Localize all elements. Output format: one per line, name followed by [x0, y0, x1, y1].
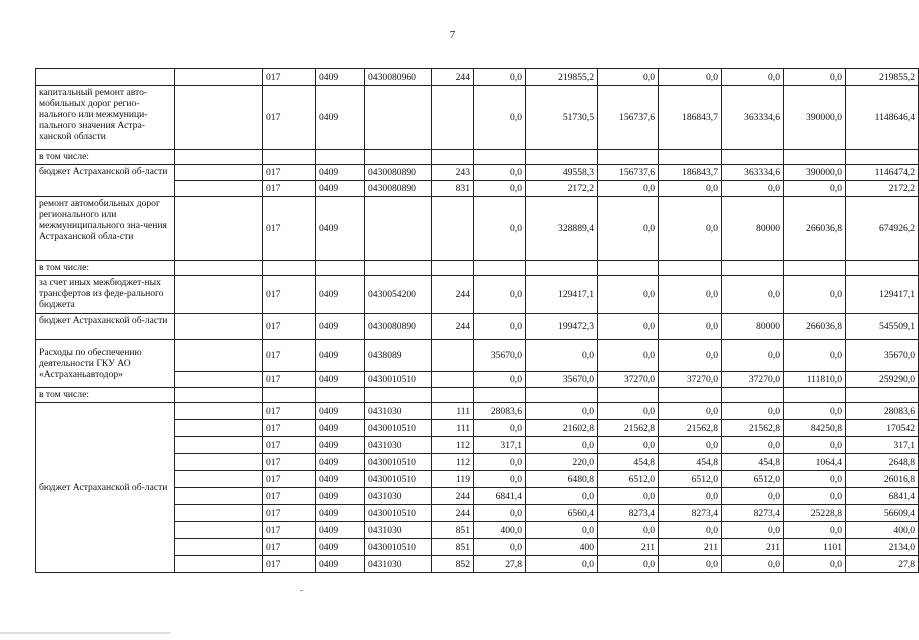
year-value-cell	[659, 261, 722, 276]
year-value-cell: 0,0	[659, 69, 722, 86]
row-description	[36, 69, 175, 86]
year-value-cell: 6512,0	[659, 471, 722, 488]
year-value-cell: 400	[526, 539, 598, 556]
grbs-cell: 017	[263, 165, 316, 181]
year-value-cell: 0,0	[784, 276, 846, 314]
target-article-cell: 0430010510	[365, 505, 432, 522]
section-cell	[316, 261, 365, 276]
target-article-cell: 0430010510	[365, 454, 432, 471]
row-description: капитальный ремонт авто-мобильных дорог регио-нального или межмуници-пального значения Астра-ханской области	[36, 86, 175, 150]
section-cell: 0409	[316, 314, 365, 340]
year-value-cell: 0,0	[659, 488, 722, 505]
empty-column-cell	[175, 372, 263, 388]
empty-column-cell	[175, 150, 263, 165]
year-value-cell: 0,0	[659, 340, 722, 372]
year-value-cell: 2172,2	[526, 181, 598, 197]
year-value-cell: 0,0	[784, 488, 846, 505]
empty-column-cell	[175, 261, 263, 276]
total-value-cell: 27,8	[846, 556, 919, 573]
year-value-cell: 8273,4	[659, 505, 722, 522]
target-article-cell: 0430080890	[365, 314, 432, 340]
empty-column-cell	[175, 314, 263, 340]
expense-type-cell: 244	[432, 314, 474, 340]
total-value-cell: 1148646,4	[846, 86, 919, 150]
grbs-cell: 017	[263, 197, 316, 261]
empty-column-cell	[175, 539, 263, 556]
year-value-cell: 390000,0	[784, 86, 846, 150]
year-value-cell: 0,0	[474, 314, 526, 340]
section-cell: 0409	[316, 340, 365, 372]
year-value-cell: 454,8	[722, 454, 784, 471]
year-value-cell: 0,0	[474, 420, 526, 437]
year-value-cell	[474, 388, 526, 403]
year-value-cell: 84250,8	[784, 420, 846, 437]
target-article-cell: 0431030	[365, 556, 432, 573]
total-value-cell: 2648,8	[846, 454, 919, 471]
year-value-cell	[526, 388, 598, 403]
year-value-cell	[598, 261, 659, 276]
target-article-cell: 0430010510	[365, 471, 432, 488]
total-value-cell: 129417,1	[846, 276, 919, 314]
empty-column-cell	[175, 86, 263, 150]
empty-column-cell	[175, 420, 263, 437]
target-article-cell: 0430080890	[365, 165, 432, 181]
total-value-cell: 35670,0	[846, 340, 919, 372]
empty-column-cell	[175, 471, 263, 488]
year-value-cell: 0,0	[598, 276, 659, 314]
expense-type-cell: 852	[432, 556, 474, 573]
expense-type-cell	[432, 388, 474, 403]
expense-type-cell	[432, 150, 474, 165]
empty-column-cell	[175, 340, 263, 372]
grbs-cell: 017	[263, 420, 316, 437]
row-description: в том числе:	[36, 150, 175, 165]
grbs-cell: 017	[263, 471, 316, 488]
target-article-cell: 0438089	[365, 340, 432, 372]
expense-type-cell: 244	[432, 505, 474, 522]
year-value-cell	[598, 150, 659, 165]
table-row	[36, 197, 919, 261]
target-article-cell: 0431030	[365, 403, 432, 420]
empty-column-cell	[175, 276, 263, 314]
grbs-cell: 017	[263, 314, 316, 340]
year-value-cell: 0,0	[474, 165, 526, 181]
year-value-cell: 0,0	[526, 403, 598, 420]
empty-column-cell	[175, 488, 263, 505]
section-cell: 0409	[316, 505, 365, 522]
year-value-cell: 0,0	[598, 437, 659, 454]
section-cell: 0409	[316, 165, 365, 181]
year-value-cell	[659, 388, 722, 403]
year-value-cell	[526, 261, 598, 276]
expense-type-cell: 851	[432, 522, 474, 539]
year-value-cell: 0,0	[659, 437, 722, 454]
year-value-cell: 6480,8	[526, 471, 598, 488]
expense-type-cell: 244	[432, 69, 474, 86]
year-value-cell: 0,0	[659, 556, 722, 573]
grbs-cell	[263, 150, 316, 165]
year-value-cell	[722, 388, 784, 403]
year-value-cell: 0,0	[784, 471, 846, 488]
year-value-cell: 0,0	[474, 454, 526, 471]
target-article-cell: 0431030	[365, 437, 432, 454]
grbs-cell: 017	[263, 69, 316, 86]
grbs-cell: 017	[263, 437, 316, 454]
grbs-cell: 017	[263, 276, 316, 314]
year-value-cell: 0,0	[784, 69, 846, 86]
year-value-cell: 266036,8	[784, 197, 846, 261]
total-value-cell: 6841,4	[846, 488, 919, 505]
year-value-cell: 49558,3	[526, 165, 598, 181]
expense-type-cell: 111	[432, 420, 474, 437]
scan-edge	[0, 632, 170, 634]
table-row	[36, 276, 919, 314]
year-value-cell	[474, 261, 526, 276]
empty-column-cell	[175, 403, 263, 420]
empty-column-cell	[175, 454, 263, 471]
year-value-cell: 0,0	[784, 556, 846, 573]
row-description: в том числе:	[36, 388, 175, 403]
year-value-cell	[722, 150, 784, 165]
section-cell: 0409	[316, 403, 365, 420]
year-value-cell: 0,0	[598, 197, 659, 261]
year-value-cell	[784, 150, 846, 165]
expense-type-cell: 119	[432, 471, 474, 488]
year-value-cell: 0,0	[526, 488, 598, 505]
empty-column-cell	[175, 69, 263, 86]
year-value-cell: 211	[598, 539, 659, 556]
table-row	[36, 69, 919, 86]
empty-column-cell	[175, 388, 263, 403]
year-value-cell: 0,0	[659, 314, 722, 340]
grbs-cell: 017	[263, 556, 316, 573]
total-value-cell	[846, 150, 919, 165]
year-value-cell: 0,0	[598, 181, 659, 197]
total-value-cell: 400,0	[846, 522, 919, 539]
year-value-cell: 0,0	[784, 437, 846, 454]
year-value-cell: 37270,0	[722, 372, 784, 388]
empty-column-cell	[175, 197, 263, 261]
year-value-cell: 0,0	[659, 276, 722, 314]
year-value-cell: 6512,0	[598, 471, 659, 488]
grbs-cell: 017	[263, 505, 316, 522]
year-value-cell: 363334,6	[722, 86, 784, 150]
year-value-cell: 8273,4	[598, 505, 659, 522]
row-description: ремонт автомобильных дорог регионального или межмуниципального зна-чения Астраханской обла-сти	[36, 197, 175, 261]
table-row	[36, 314, 919, 340]
section-cell: 0409	[316, 86, 365, 150]
year-value-cell: 0,0	[526, 556, 598, 573]
year-value-cell: 37270,0	[598, 372, 659, 388]
section-cell: 0409	[316, 372, 365, 388]
grbs-cell: 017	[263, 340, 316, 372]
empty-column-cell	[175, 181, 263, 197]
year-value-cell: 220,0	[526, 454, 598, 471]
total-value-cell: 259290,0	[846, 372, 919, 388]
year-value-cell: 454,8	[659, 454, 722, 471]
year-value-cell: 0,0	[659, 522, 722, 539]
year-value-cell	[722, 261, 784, 276]
grbs-cell: 017	[263, 372, 316, 388]
grbs-cell: 017	[263, 539, 316, 556]
target-article-cell: 0430010510	[365, 420, 432, 437]
year-value-cell: 400,0	[474, 522, 526, 539]
expense-type-cell: 112	[432, 437, 474, 454]
year-value-cell: 0,0	[722, 556, 784, 573]
year-value-cell: 0,0	[784, 181, 846, 197]
year-value-cell: 21562,8	[598, 420, 659, 437]
year-value-cell: 0,0	[598, 340, 659, 372]
total-value-cell	[846, 261, 919, 276]
empty-column-cell	[175, 505, 263, 522]
year-value-cell: 0,0	[659, 181, 722, 197]
row-description: за счет иных межбюджет-ных трансфертов из феде-рального бюджета	[36, 276, 175, 314]
total-value-cell: 2134,0	[846, 539, 919, 556]
year-value-cell: 0,0	[474, 471, 526, 488]
row-description: бюджет Астраханской об-ласти	[36, 403, 175, 573]
year-value-cell: 0,0	[722, 403, 784, 420]
year-value-cell: 35670,0	[526, 372, 598, 388]
year-value-cell: 0,0	[598, 403, 659, 420]
year-value-cell: 0,0	[722, 181, 784, 197]
expense-type-cell	[432, 86, 474, 150]
year-value-cell: 186843,7	[659, 165, 722, 181]
year-value-cell: 211	[659, 539, 722, 556]
table-body	[36, 69, 919, 573]
row-description: Расходы по обеспечению деятельности ГКУ АО «Астраханьавтодор»	[36, 340, 175, 388]
target-article-cell	[365, 261, 432, 276]
year-value-cell	[474, 150, 526, 165]
total-value-cell: 28083,6	[846, 403, 919, 420]
year-value-cell: 80000	[722, 314, 784, 340]
target-article-cell: 0431030	[365, 488, 432, 505]
expense-type-cell	[432, 261, 474, 276]
year-value-cell: 80000	[722, 197, 784, 261]
section-cell: 0409	[316, 488, 365, 505]
budget-table	[35, 68, 919, 573]
expense-type-cell: 851	[432, 539, 474, 556]
year-value-cell: 8273,4	[722, 505, 784, 522]
year-value-cell: 0,0	[474, 505, 526, 522]
year-value-cell: 6512,0	[722, 471, 784, 488]
year-value-cell: 328889,4	[526, 197, 598, 261]
target-article-cell	[365, 197, 432, 261]
year-value-cell: 0,0	[784, 403, 846, 420]
table-row	[36, 403, 919, 420]
year-value-cell	[784, 388, 846, 403]
target-article-cell: 0430010510	[365, 372, 432, 388]
grbs-cell: 017	[263, 454, 316, 471]
year-value-cell: 0,0	[474, 86, 526, 150]
empty-column-cell	[175, 165, 263, 181]
year-value-cell: 0,0	[474, 372, 526, 388]
total-value-cell: 2172,2	[846, 181, 919, 197]
year-value-cell: 156737,6	[598, 165, 659, 181]
year-value-cell: 0,0	[784, 522, 846, 539]
year-value-cell: 0,0	[659, 197, 722, 261]
table-row	[36, 86, 919, 150]
year-value-cell: 219855,2	[526, 69, 598, 86]
section-cell: 0409	[316, 556, 365, 573]
expense-type-cell: 112	[432, 454, 474, 471]
expense-type-cell: 244	[432, 488, 474, 505]
year-value-cell: 199472,3	[526, 314, 598, 340]
year-value-cell	[598, 388, 659, 403]
page-number: 7	[449, 29, 456, 41]
target-article-cell: 0430010510	[365, 539, 432, 556]
year-value-cell: 156737,6	[598, 86, 659, 150]
year-value-cell	[526, 150, 598, 165]
grbs-cell: 017	[263, 403, 316, 420]
total-value-cell: 56609,4	[846, 505, 919, 522]
expense-type-cell: 111	[432, 403, 474, 420]
target-article-cell	[365, 86, 432, 150]
table-row	[36, 165, 919, 181]
section-cell: 0409	[316, 276, 365, 314]
year-value-cell: 0,0	[659, 403, 722, 420]
year-value-cell: 0,0	[474, 181, 526, 197]
year-value-cell: 0,0	[722, 488, 784, 505]
table-row	[36, 261, 919, 276]
year-value-cell: 390000,0	[784, 165, 846, 181]
total-value-cell	[846, 388, 919, 403]
year-value-cell: 28083,6	[474, 403, 526, 420]
table-row	[36, 150, 919, 165]
section-cell: 0409	[316, 197, 365, 261]
year-value-cell: 51730,5	[526, 86, 598, 150]
section-cell: 0409	[316, 437, 365, 454]
year-value-cell: 0,0	[526, 522, 598, 539]
section-cell: 0409	[316, 471, 365, 488]
year-value-cell: 21602,8	[526, 420, 598, 437]
year-value-cell: 27,8	[474, 556, 526, 573]
row-description: бюджет Астраханской об-ласти	[36, 314, 175, 340]
table-row	[36, 340, 919, 372]
section-cell: 0409	[316, 69, 365, 86]
empty-column-cell	[175, 522, 263, 539]
section-cell: 0409	[316, 454, 365, 471]
scan-speck	[300, 590, 303, 591]
year-value-cell: 363334,6	[722, 165, 784, 181]
expense-type-cell	[432, 372, 474, 388]
table-row	[36, 388, 919, 403]
section-cell: 0409	[316, 539, 365, 556]
section-cell: 0409	[316, 420, 365, 437]
year-value-cell: 6841,4	[474, 488, 526, 505]
year-value-cell: 1101	[784, 539, 846, 556]
expense-type-cell	[432, 197, 474, 261]
year-value-cell: 37270,0	[659, 372, 722, 388]
target-article-cell: 0431030	[365, 522, 432, 539]
total-value-cell: 170542	[846, 420, 919, 437]
year-value-cell: 186843,7	[659, 86, 722, 150]
year-value-cell: 0,0	[598, 522, 659, 539]
year-value-cell: 0,0	[722, 276, 784, 314]
year-value-cell: 129417,1	[526, 276, 598, 314]
year-value-cell: 0,0	[722, 340, 784, 372]
year-value-cell: 6560,4	[526, 505, 598, 522]
year-value-cell: 0,0	[598, 488, 659, 505]
total-value-cell: 545509,1	[846, 314, 919, 340]
year-value-cell: 0,0	[526, 437, 598, 454]
year-value-cell: 317,1	[474, 437, 526, 454]
section-cell: 0409	[316, 522, 365, 539]
year-value-cell: 0,0	[784, 340, 846, 372]
year-value-cell: 0,0	[474, 197, 526, 261]
year-value-cell: 35670,0	[474, 340, 526, 372]
target-article-cell: 0430080890	[365, 181, 432, 197]
empty-column-cell	[175, 556, 263, 573]
expense-type-cell: 243	[432, 165, 474, 181]
year-value-cell: 454,8	[598, 454, 659, 471]
year-value-cell: 21562,8	[659, 420, 722, 437]
grbs-cell	[263, 261, 316, 276]
year-value-cell	[784, 261, 846, 276]
expense-type-cell: 831	[432, 181, 474, 197]
year-value-cell: 0,0	[598, 69, 659, 86]
expense-type-cell	[432, 340, 474, 372]
total-value-cell: 1146474,2	[846, 165, 919, 181]
year-value-cell: 0,0	[598, 556, 659, 573]
year-value-cell: 0,0	[474, 539, 526, 556]
year-value-cell: 0,0	[474, 276, 526, 314]
grbs-cell: 017	[263, 522, 316, 539]
total-value-cell: 674926,2	[846, 197, 919, 261]
year-value-cell: 0,0	[598, 314, 659, 340]
total-value-cell: 26016,8	[846, 471, 919, 488]
expense-type-cell: 244	[432, 276, 474, 314]
empty-column-cell	[175, 437, 263, 454]
year-value-cell: 266036,8	[784, 314, 846, 340]
section-cell: 0409	[316, 181, 365, 197]
row-description: бюджет Астраханской об-ласти	[36, 165, 175, 197]
year-value-cell: 21562,8	[722, 420, 784, 437]
total-value-cell: 317,1	[846, 437, 919, 454]
row-description: в том числе:	[36, 261, 175, 276]
target-article-cell	[365, 388, 432, 403]
total-value-cell: 219855,2	[846, 69, 919, 86]
grbs-cell: 017	[263, 181, 316, 197]
section-cell	[316, 388, 365, 403]
year-value-cell: 1064,4	[784, 454, 846, 471]
target-article-cell: 0430054200	[365, 276, 432, 314]
year-value-cell: 0,0	[526, 340, 598, 372]
year-value-cell: 0,0	[722, 522, 784, 539]
year-value-cell: 0,0	[722, 69, 784, 86]
grbs-cell	[263, 388, 316, 403]
year-value-cell: 25228,8	[784, 505, 846, 522]
year-value-cell: 0,0	[722, 437, 784, 454]
grbs-cell: 017	[263, 488, 316, 505]
section-cell	[316, 150, 365, 165]
target-article-cell: 0430080960	[365, 69, 432, 86]
year-value-cell: 0,0	[474, 69, 526, 86]
year-value-cell	[659, 150, 722, 165]
year-value-cell: 211	[722, 539, 784, 556]
grbs-cell: 017	[263, 86, 316, 150]
year-value-cell: 111810,0	[784, 372, 846, 388]
target-article-cell	[365, 150, 432, 165]
